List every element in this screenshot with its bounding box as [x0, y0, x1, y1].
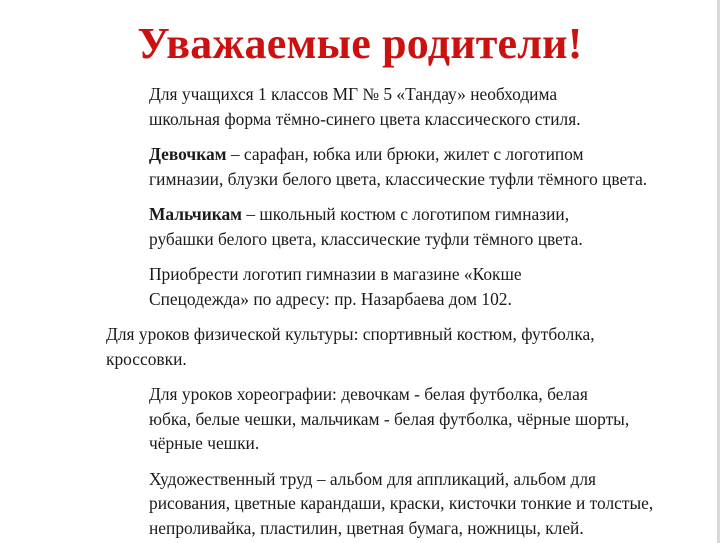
boys-label: Мальчикам [149, 204, 243, 224]
text-line: рисования, цветные карандаши, краски, кисточки тонкие и толстые, [149, 493, 654, 513]
paragraph-physical-education [106, 322, 676, 371]
page-title: Уважаемые родители! [137, 19, 583, 68]
text-line: юбка, белые чешки, мальчикам - белая футболка, чёрные шорты, [149, 408, 630, 429]
text-line [106, 142, 676, 167]
text-line: Приобрести логотип гимназии в магазине «Кокше [149, 264, 522, 284]
text-line: Для уроков хореографии: девочкам - белая футболка, белая [149, 384, 588, 404]
text-line: Для уроков физической культуры: спортивный костюм, футболка, [106, 324, 595, 344]
text-line: чёрные чешки. [149, 433, 260, 453]
text-line [106, 202, 676, 227]
document-body [106, 82, 676, 543]
paragraph-choreography [106, 382, 676, 456]
girls-text: – сарафан, юбка или брюки, жилет с логотипом [226, 144, 584, 164]
paragraph-logo-purchase [106, 262, 676, 311]
text-line: Для учащихся 1 классов МГ № 5 «Тандау» необходима [149, 84, 558, 104]
paragraph-uniform [106, 82, 676, 131]
boys-text: – школьный костюм с логотипом гимназии, [242, 204, 570, 224]
text-line: непроливайка, пластилин, цветная бумага, ножницы, клей. [149, 517, 584, 538]
paragraph-art-supplies [106, 467, 676, 541]
paragraph-boys [106, 202, 676, 251]
text-line: школьная форма тёмно-синего цвета классического стиля. [149, 108, 581, 129]
paragraph-girls [106, 142, 676, 191]
girls-label: Девочкам [149, 144, 227, 164]
text-line: Спецодежда» по адресу: пр. Назарбаева дом 102. [149, 288, 512, 309]
text-line: кроссовки. [106, 348, 187, 369]
text-line: гимназии, блузки белого цвета, классические туфли тёмного цвета. [149, 168, 648, 189]
text-line: Художественный труд – альбом для аппликаций, альбом для [149, 468, 596, 489]
text-line: рубашки белого цвета, классические туфли тёмного цвета. [149, 228, 583, 249]
